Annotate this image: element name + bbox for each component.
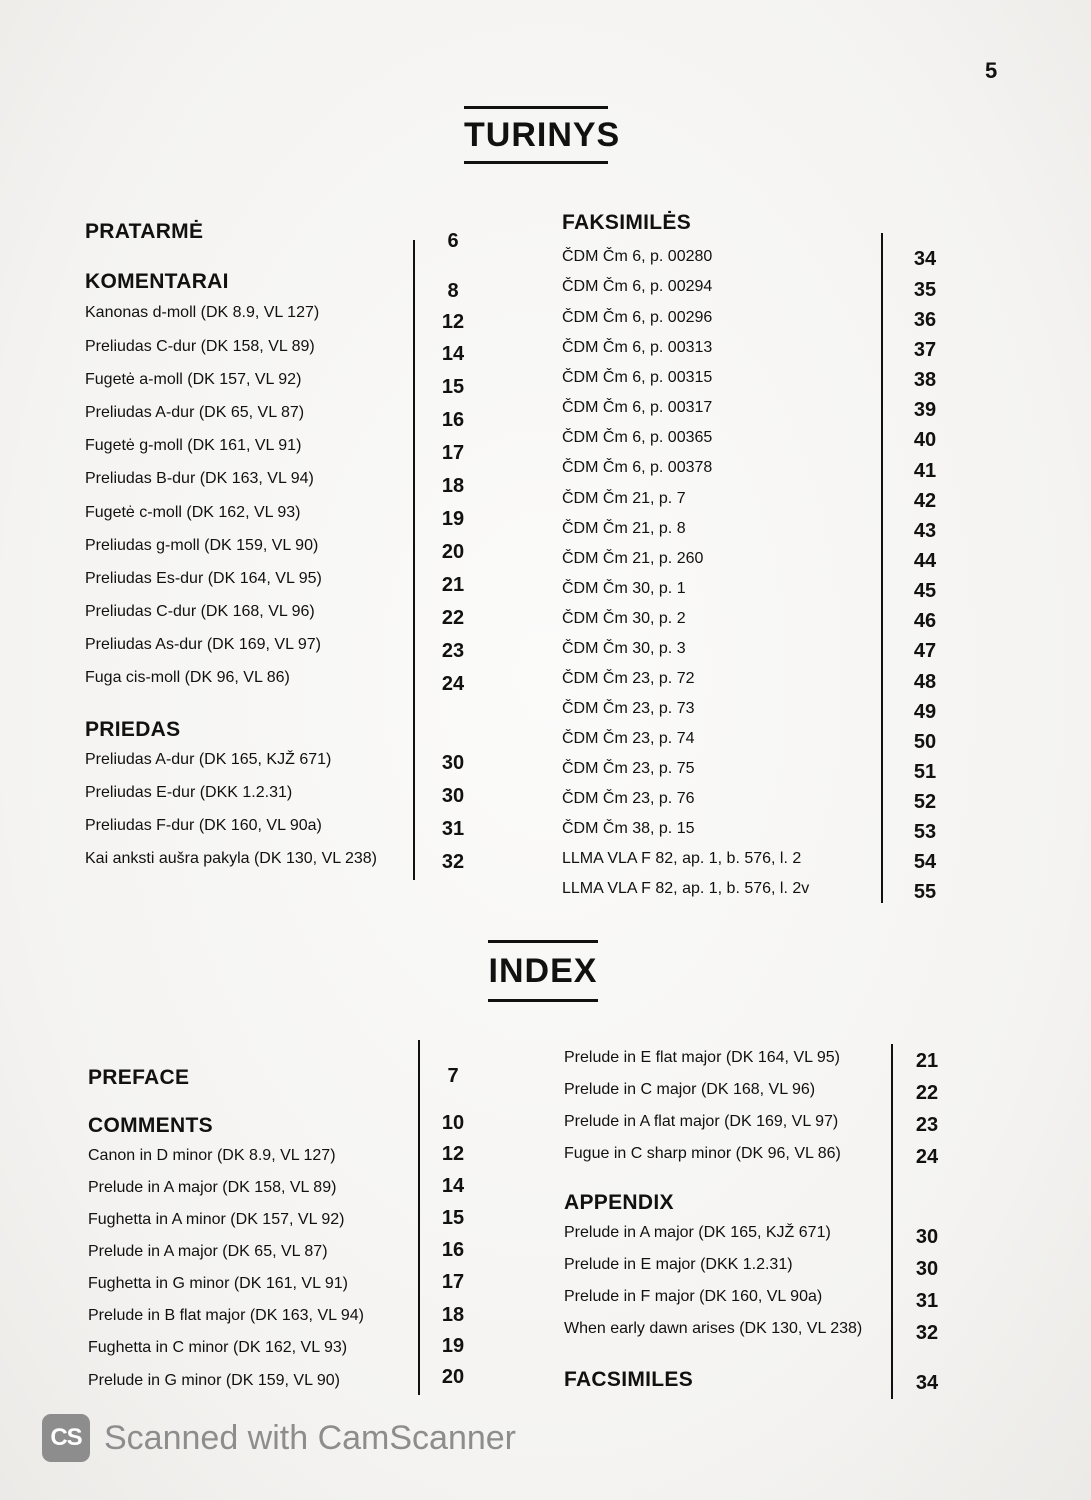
toc-entry-label: Fugue in C sharp minor (DK 96, VL 86) [564,1145,841,1162]
page-ref: 15 [441,376,465,398]
page-ref: 18 [441,1304,465,1326]
page-ref: 37 [913,339,937,361]
camscanner-watermark [42,1412,516,1464]
toc-entry-label: Kai anksti aušra pakyla (DK 130, VL 238) [85,850,378,867]
toc-entry-label: Prelude in C major (DK 168, VL 96) [564,1081,816,1098]
page-ref: 32 [441,851,465,873]
page-ref: 23 [915,1114,939,1136]
page-ref: 21 [915,1050,939,1072]
page-ref: 16 [441,1239,465,1261]
toc-entry-label: When early dawn arises (DK 130, VL 238) [564,1320,863,1337]
page-ref: 46 [913,610,937,632]
page-ref: 21 [441,574,465,596]
toc-entry-label: Prelude in A major (DK 158, VL 89) [88,1179,337,1196]
toc-entry-label: LLMA VLA F 82, ap. 1, b. 576, l. 2 [562,850,802,867]
section-heading: FAKSIMILĖS [562,211,692,234]
turinys-title: TURINYS [464,116,621,154]
toc-entry-label: ČDM Čm 23, p. 74 [562,730,695,747]
section-heading: PRIEDAS [85,718,181,741]
page-ref: 19 [441,508,465,530]
page-ref: 43 [913,520,937,542]
toc-entry-label: Fughetta in C minor (DK 162, VL 93) [88,1339,348,1356]
page-ref: 22 [441,607,465,629]
page-ref: 47 [913,640,937,662]
toc-entry-label: Prelude in A major (DK 165, KJŽ 671) [564,1224,831,1241]
toc-entry-label: ČDM Čm 6, p. 00280 [562,248,713,265]
page-ref: 55 [913,881,937,903]
column-divider [418,1040,420,1395]
page-ref: 17 [441,1271,465,1293]
page-ref: 32 [915,1322,939,1344]
toc-entry-label: ČDM Čm 21, p. 260 [562,550,704,567]
toc-entry-label: ČDM Čm 30, p. 1 [562,580,686,597]
toc-entry-label: Prelude in F major (DK 160, VL 90a) [564,1288,823,1305]
toc-entry-label: ČDM Čm 21, p. 7 [562,490,686,507]
toc-entry-label: ČDM Čm 30, p. 3 [562,640,686,657]
page-ref: 49 [913,701,937,723]
page-ref: 14 [441,1175,465,1197]
toc-entry-label: Preliudas g-moll (DK 159, VL 90) [85,537,319,554]
page-ref: 42 [913,490,937,512]
page-ref: 22 [915,1082,939,1104]
toc-entry-label: Preliudas A-dur (DK 165, KJŽ 671) [85,751,332,768]
page-ref: 40 [913,429,937,451]
toc-entry-label: ČDM Čm 23, p. 75 [562,760,695,777]
toc-entry-label: ČDM Čm 21, p. 8 [562,520,686,537]
page-ref: 20 [441,1366,465,1388]
page-ref: 30 [441,785,465,807]
toc-entry-label: LLMA VLA F 82, ap. 1, b. 576, l. 2v [562,880,810,897]
page-ref: 24 [915,1146,939,1168]
page-ref: 23 [441,640,465,662]
turinys-heading [464,106,621,164]
toc-entry-label: ČDM Čm 6, p. 00317 [562,399,713,416]
page-ref: 34 [915,1372,939,1394]
page-ref: 24 [441,673,465,695]
section-heading: COMMENTS [88,1114,213,1137]
toc-entry-label: Preliudas C-dur (DK 158, VL 89) [85,338,315,355]
page-ref: 17 [441,442,465,464]
page-ref: 50 [913,731,937,753]
page-ref: 54 [913,851,937,873]
page-number: 5 [985,58,998,83]
page-ref: 31 [915,1290,939,1312]
page-ref: 39 [913,399,937,421]
page-ref: 12 [441,1143,465,1165]
page-ref: 35 [913,279,937,301]
toc-entry-label: Prelude in G minor (DK 159, VL 90) [88,1372,340,1389]
toc-entry-label: ČDM Čm 23, p. 72 [562,670,695,687]
section-heading: PREFACE [88,1066,190,1089]
toc-entry-label: ČDM Čm 23, p. 73 [562,700,695,717]
page-ref: 31 [441,818,465,840]
page-ref: 18 [441,475,465,497]
toc-entry-label: Preliudas Es-dur (DK 164, VL 95) [85,570,322,587]
title-rule-bottom [488,999,598,1002]
page-ref: 44 [913,550,937,572]
toc-entry-label: Canon in D minor (DK 8.9, VL 127) [88,1147,336,1164]
toc-entry-label: ČDM Čm 6, p. 00365 [562,429,713,446]
toc-entry-label: Prelude in E major (DKK 1.2.31) [564,1256,793,1273]
watermark-text: Scanned with CamScanner [104,1418,517,1457]
toc-entry-label: Fugetė g-moll (DK 161, VL 91) [85,437,302,454]
column-divider [891,1044,893,1399]
toc-entry-label: ČDM Čm 6, p. 00296 [562,309,713,326]
column-divider [881,233,883,903]
section-heading: FACSIMILES [564,1368,694,1391]
toc-entry-label: Prelude in E flat major (DK 164, VL 95) [564,1049,840,1066]
column-divider [413,240,415,880]
page-ref: 19 [441,1335,465,1357]
section-heading: PRATARMĖ [85,220,204,243]
toc-entry-label: ČDM Čm 6, p. 00294 [562,278,713,295]
toc-entry-label: ČDM Čm 6, p. 00378 [562,459,713,476]
page-ref: 7 [447,1065,459,1087]
toc-entry-label: Fuga cis-moll (DK 96, VL 86) [85,669,290,686]
page-ref: 48 [913,671,937,693]
toc-entry-label: Fughetta in A minor (DK 157, VL 92) [88,1211,345,1228]
page-ref: 14 [441,343,465,365]
toc-entry-label: Preliudas B-dur (DK 163, VL 94) [85,470,314,487]
section-heading: KOMENTARAI [85,270,229,293]
page-ref: 51 [913,761,937,783]
page-ref: 38 [913,369,937,391]
page-ref: 12 [441,311,465,333]
page-ref: 30 [915,1226,939,1248]
page-ref: 30 [441,752,465,774]
toc-entry-label: ČDM Čm 30, p. 2 [562,610,686,627]
title-rule-bottom [464,161,608,164]
page-ref: 16 [441,409,465,431]
toc-entry-label: Preliudas As-dur (DK 169, VL 97) [85,636,321,653]
toc-entry-label: Fughetta in G minor (DK 161, VL 91) [88,1275,348,1292]
page-ref: 36 [913,309,937,331]
toc-entry-label: ČDM Čm 23, p. 76 [562,790,695,807]
toc-entry-label: Prelude in A flat major (DK 169, VL 97) [564,1113,839,1130]
index-heading [488,940,598,1002]
index-title: INDEX [488,952,598,990]
page-ref: 45 [913,580,937,602]
page-ref: 52 [913,791,937,813]
toc-entry-label: Preliudas C-dur (DK 168, VL 96) [85,603,315,620]
page-ref: 10 [441,1112,465,1134]
page-ref: 41 [913,460,937,482]
camscanner-logo: CS [42,1414,90,1462]
toc-entry-label: Fugetė a-moll (DK 157, VL 92) [85,371,302,388]
page-ref: 30 [915,1258,939,1280]
toc-entry-label: Kanonas d-moll (DK 8.9, VL 127) [85,304,320,321]
page-ref: 15 [441,1207,465,1229]
toc-entry-label: Fugetė c-moll (DK 162, VL 93) [85,504,301,521]
toc-entry-label: Prelude in B flat major (DK 163, VL 94) [88,1307,364,1324]
page-ref: 8 [447,280,459,302]
toc-entry-label: ČDM Čm 6, p. 00313 [562,339,713,356]
toc-entry-label: ČDM Čm 38, p. 15 [562,820,695,837]
toc-entry-label: Prelude in A major (DK 65, VL 87) [88,1243,328,1260]
toc-entry-label: Preliudas F-dur (DK 160, VL 90a) [85,817,322,834]
page-ref: 6 [447,230,459,252]
page-ref: 20 [441,541,465,563]
toc-entry-label: Preliudas E-dur (DKK 1.2.31) [85,784,293,801]
page-ref: 34 [913,248,937,270]
section-heading: APPENDIX [564,1191,674,1214]
toc-entry-label: ČDM Čm 6, p. 00315 [562,369,713,386]
page-ref: 53 [913,821,937,843]
toc-entry-label: Preliudas A-dur (DK 65, VL 87) [85,404,305,421]
